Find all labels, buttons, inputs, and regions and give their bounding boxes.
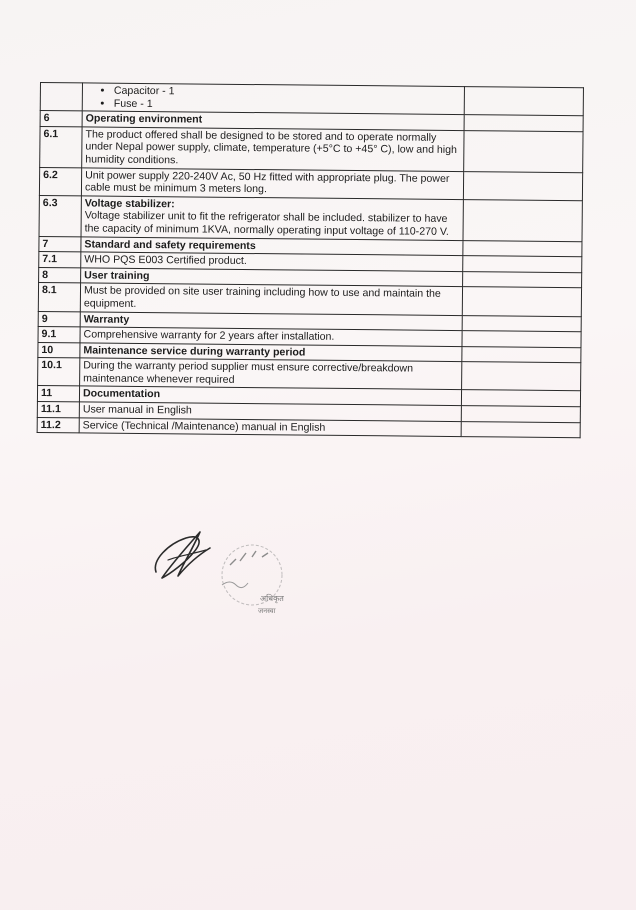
section-heading: User training [81,268,463,287]
remarks-cell [463,171,582,200]
remarks-cell [463,199,582,241]
remarks-cell [462,315,581,332]
official-stamp [200,535,310,635]
item-number: 7.1 [39,252,81,268]
remarks-cell [461,406,580,423]
section-heading: Standard and safety requirements [81,236,463,255]
remarks-cell [464,87,583,116]
item-number: 6.1 [40,126,82,167]
item-number: 11.2 [37,417,79,433]
item-title: Voltage stabilizer: [84,197,175,211]
remarks-cell [462,287,581,316]
remarks-cell [464,130,583,172]
item-cell [81,196,463,240]
item-number: 9.1 [38,327,80,343]
list-item: • Capacitor - 1 [114,85,461,101]
remarks-cell [461,390,580,407]
item-text: Comprehensive warranty for 2 years after installation. [80,327,462,346]
section-heading: Warranty [80,311,462,330]
section-number: 7 [39,236,81,252]
remarks-cell [461,421,580,438]
item-text: Service (Technical /Maintenance) manual in English [79,418,461,437]
item-number: 8.1 [38,283,80,312]
section-number: 10 [38,342,80,358]
component-list [86,84,461,113]
item-number: 11.1 [37,402,79,418]
item-text: User manual in English [79,402,461,421]
specification-table [37,82,584,438]
item-number: 10.1 [38,358,80,387]
remarks-cell [462,346,581,363]
item-text: Voltage stabilizer unit to fit the refrigerator shall be included. stabilizer to have the capacity of minimum 1KVA, normally operating input voltage of 110-270 V. [84,209,449,238]
item-text: Unit power supply 220-240V Ac, 50 Hz fitted with appropriate plug. The power cable must be minimum 3 meters long. [81,167,463,199]
section-heading: Maintenance service during warranty period [80,343,462,362]
table-row [39,195,582,241]
item-text: WHO PQS E003 Certified product. [81,252,463,271]
remarks-cell [462,331,581,348]
remarks-cell [463,256,582,273]
table-row [40,126,583,172]
remarks-cell [463,240,582,257]
stamp-text: जनस्वा [258,607,276,615]
section-number: 11 [37,386,79,402]
list-item: • Fuse - 1 [114,97,461,113]
section-heading: Operating environment [82,111,464,130]
number-cell [40,83,82,112]
section-number: 6 [40,111,82,127]
item-text: During the warranty period supplier must ensure corrective/breakdown maintenance whenever required [80,358,462,390]
item-number: 6.3 [39,195,81,236]
item-text: Must be provided on site user training including how to use and maintain the equipment. [80,283,462,315]
remarks-cell [464,115,583,132]
remarks-cell [463,271,582,288]
stamp-text: अधिकृत [260,594,284,603]
section-heading: Documentation [79,386,461,405]
section-number: 8 [39,267,81,283]
remarks-cell [462,362,581,391]
description-cell [82,83,464,115]
section-number: 9 [38,311,80,327]
item-number: 6.2 [39,167,81,196]
item-text: The product offered shall be designed to be stored and to operate normally under Nepal power supply, climate, temperature (+5°C to +45° C), low and high humidity conditions. [82,127,464,171]
